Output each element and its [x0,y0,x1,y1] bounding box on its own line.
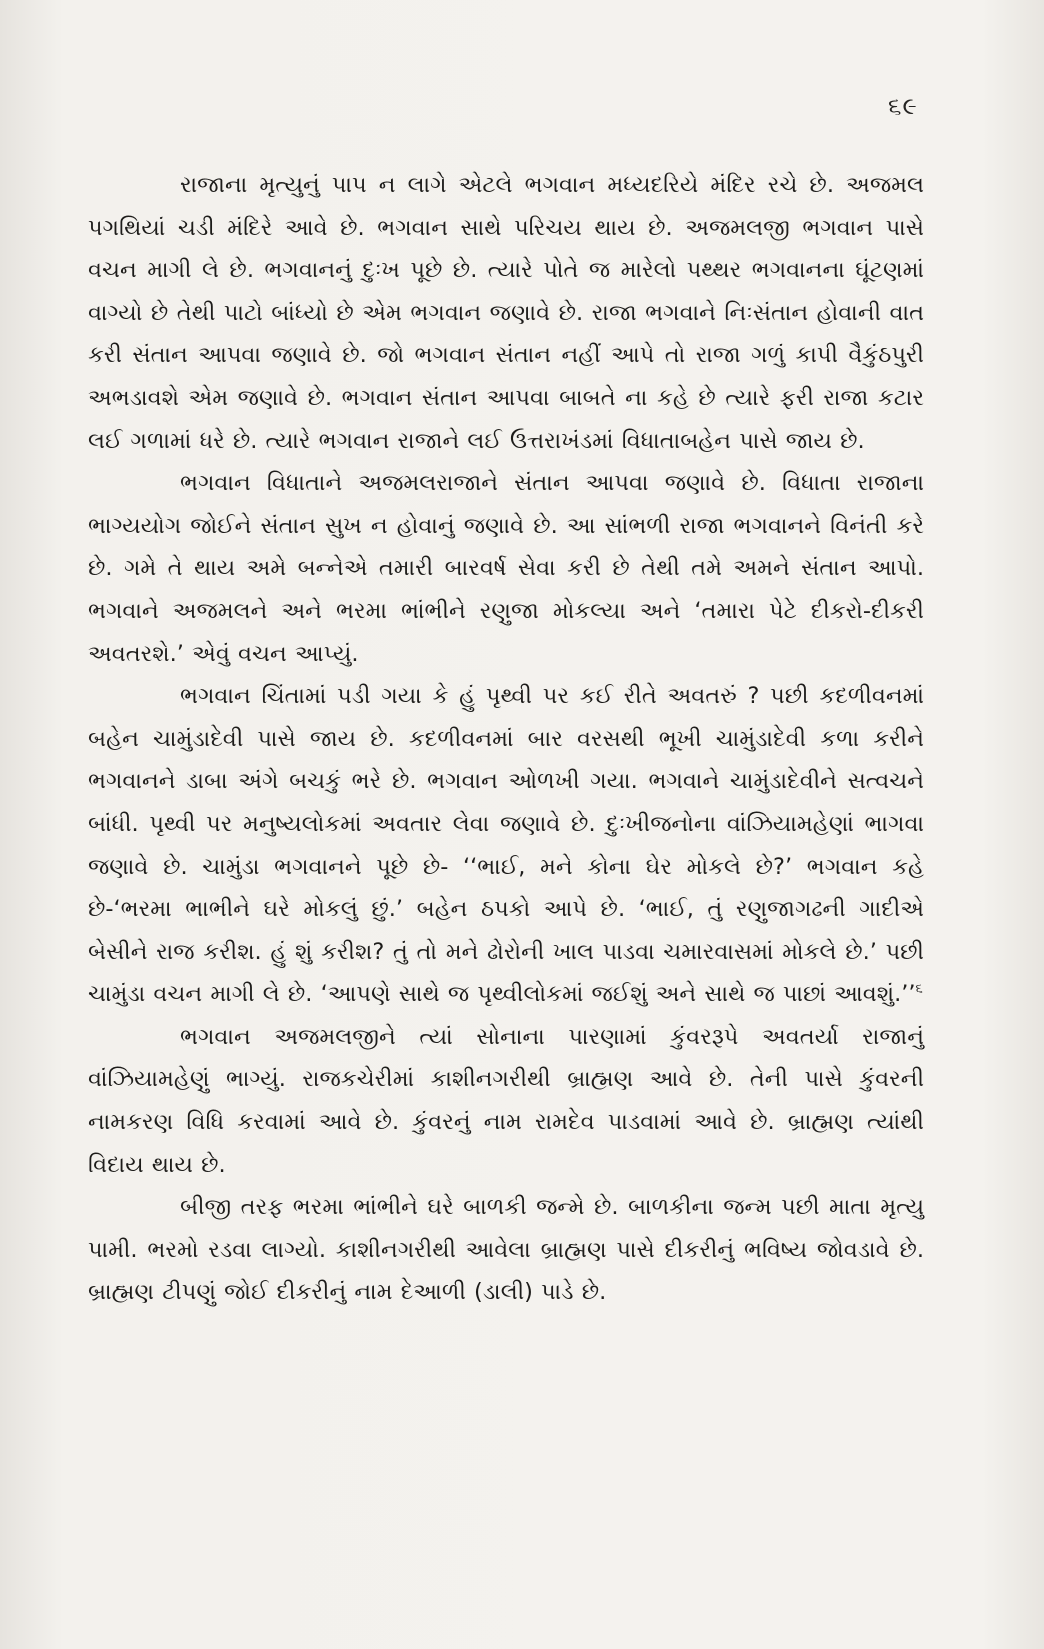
paragraph-1: રાજાના મૃત્યુનું પાપ ન લાગે એટલે ભગવાન મધ્યદરિયે મંદિર રચે છે. અજમલ પગથિયાં ચડી મંદિરે આવે છે. ભગવાન સાથે પરિચય થાય છે. અજમલજી ભગવાન પાસે વચન માગી લે છે. ભગવાનનું દુઃખ પૂછે છે. ત્યારે પોતે જ મારેલો પથ્થર ભગવાનના ઘૂંટણમાં વાગ્યો છે તેથી પાટો બાંધ્યો છે એમ ભગવાન જણાવે છે. રાજા ભગવાને નિઃસંતાન હોવાની વાત કરી સંતાન આપવા જણાવે છે. જો ભગવાન સંતાન નહીં આપે તો રાજા ગળું કાપી વૈકુંઠપુરી અભડાવશે એમ જણાવે છે. ભગવાન સંતાન આપવા બાબતે ના કહે છે ત્યારે ફરી રાજા કટાર લઈ ગળામાં ધરે છે. ત્યારે ભગવાન રાજાને લઈ ઉત્તરાખંડમાં વિધાતાબહેન પાસે જાય છે. [88,172,924,454]
paragraph-3-text: ભગવાન ચિંતામાં પડી ગયા કે હું પૃથ્વી પર કઈ રીતે અવતરું ? પછી કદળીવનમાં બહેન ચામુંડાદેવી પાસે જાય છે. કદળીવનમાં બાર વરસથી ભૂખી ચામુંડાદેવી કળા કરીને ભગવાનને ડાબા અંગે બચકું ભરે છે. ભગવાન ઓળખી ગયા. ભગવાને ચામુંડાદેવીને સત્વચને બાંધી. પૃથ્વી પર મનુષ્યલોકમાં અવતાર લેવા જણાવે છે. દુઃખીજનોના વાંઝિયામહેણાં ભાગવા જણાવે છે. ચામુંડા ભગવાનને પૂછે છે- ‘‘ભાઈ, મને કોના ઘેર મોકલે છે?’ ભગવાન કહે છે-‘ભરમા ભાભીને ઘરે મોકલું છું.’ બહેન ઠપકો આપે છે. ‘ભાઈ, તું રણુજાગઢની ગાદીએ બેસીને રાજ કરીશ. હું શું કરીશ? તું તો મને ઢોરોની ખાલ પાડવા ચમારવાસમાં મોકલે છે.’ પછી ચામુંડા વચન માગી લે છે. ‘આપણે સાથે જ પૃથ્વીલોકમાં જઈશું અને સાથે જ પાછાં આવશું.’’ [88,683,924,1008]
footnote-marker: ૬ [915,981,923,997]
paragraph-2: ભગવાન વિધાતાને અજમલરાજાને સંતાન આપવા જણાવે છે. વિધાતા રાજાના ભાગ્યયોગ જોઈને સંતાન સુખ ન હોવાનું જણાવે છે. આ સાંભળી રાજા ભગવાનને વિનંતી કરે છે. ગમે તે થાય અમે બન્નેએ તમારી બારવર્ષ સેવા કરી છે તેથી તમે અમને સંતાન આપો. ભગવાને અજમલને અને ભરમા ભાંભીને રણુજા મોકલ્યા અને ‘તમારા પેટે દીકરો-દીકરી અવતરશે.’ એવું વચન આપ્યું. [88,470,924,667]
page-body [88,164,924,1314]
paragraph-3 [88,675,924,1016]
paragraph-4: ભગવાન અજમલજીને ત્યાં સોનાના પારણામાં કુંવરરૂપે અવતર્યા રાજાનું વાંઝિયામહેણું ભાગ્યું. રાજકચેરીમાં કાશીનગરીથી બ્રાહ્મણ આવે છે. તેની પાસે કુંવરની નામકરણ વિધિ કરવામાં આવે છે. કુંવરનું નામ રામદેવ પાડવામાં આવે છે. બ્રાહ્મણ ત્યાંથી વિદાય થાય છે. [88,1023,924,1178]
page-number: ૬૯ [888,92,918,120]
paragraph-5: બીજી તરફ ભરમા ભાંભીને ઘરે બાળકી જન્મે છે. બાળકીના જન્મ પછી માતા મૃત્યુ પામી. ભરમો રડવા લાગ્યો. કાશીનગરીથી આવેલા બ્રાહ્મણ પાસે દીકરીનું ભવિષ્ય જોવડાવે છે. બ્રાહ્મણ ટીપણું જોઈ દીકરીનું નામ દેઆળી (ડાલી) પાડે છે. [88,1194,924,1306]
